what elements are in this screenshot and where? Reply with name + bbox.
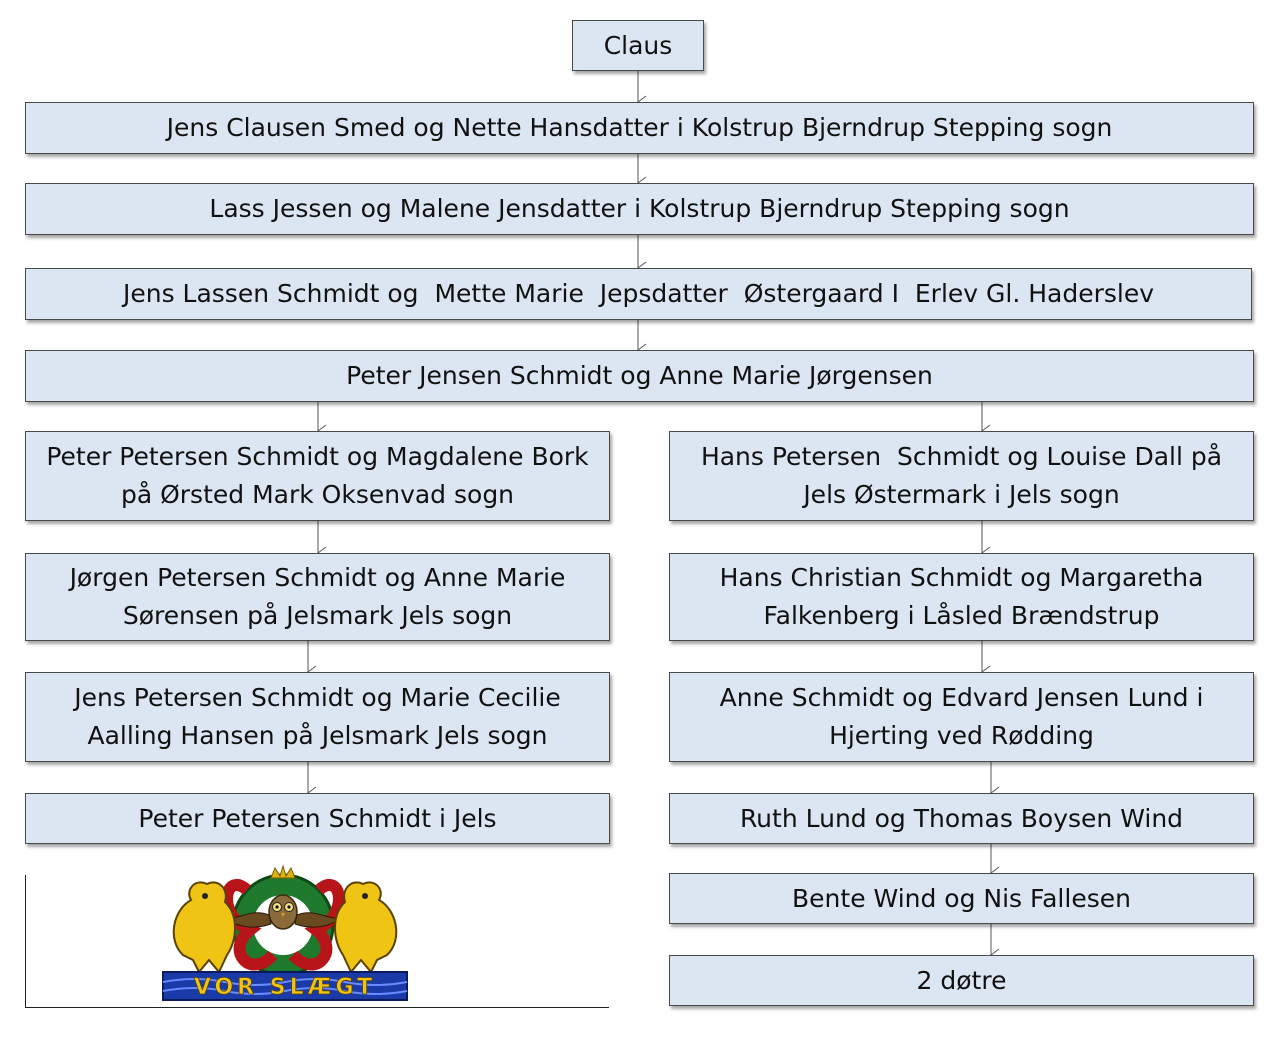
couple-label: Peter Petersen Schmidt og Magdalene Bork på Ørsted Mark Oksenvad sogn	[46, 442, 589, 509]
couple-label: 2 døtre	[916, 965, 1007, 995]
couple-label: Peter Jensen Schmidt og Anne Marie Jørgensen	[346, 361, 933, 390]
left-branch-box-1	[25, 431, 610, 521]
couple-label: Hans Christian Schmidt og Margaretha Falkenberg i Låsled Brændstrup	[719, 563, 1204, 630]
generation-box-4	[25, 350, 1254, 402]
right-branch-box-5	[669, 873, 1254, 924]
couple-label: Bente Wind og Nis Fallesen	[792, 883, 1131, 913]
left-branch-box-3	[25, 672, 610, 762]
couple-label: Jens Lassen Schmidt og Mette Marie Jepsdatter Østergaard I Erlev Gl. Haderslev	[122, 279, 1155, 308]
couple-label: Ruth Lund og Thomas Boysen Wind	[739, 803, 1184, 833]
couple-label: Jørgen Petersen Schmidt og Anne Marie Sørensen på Jelsmark Jels sogn	[69, 563, 566, 630]
person-box-claus	[572, 20, 704, 71]
right-branch-box-2	[669, 553, 1254, 641]
couple-label: Peter Petersen Schmidt i Jels	[138, 803, 497, 833]
couple-label: Jens Clausen Smed og Nette Hansdatter i Kolstrup Bjerndrup Stepping sogn	[166, 113, 1113, 142]
generation-box-1	[25, 102, 1254, 154]
right-branch-box-1	[669, 431, 1254, 521]
couple-label: Anne Schmidt og Edvard Jensen Lund i Hjerting ved Rødding	[719, 683, 1204, 750]
couple-label: Hans Petersen Schmidt og Louise Dall på Jels Østermark i Jels sogn	[700, 442, 1231, 509]
couple-label: Jens Petersen Schmidt og Marie Cecilie Aalling Hansen på Jelsmark Jels sogn	[74, 683, 561, 750]
person-label: Claus	[603, 30, 673, 60]
generation-box-2	[25, 183, 1254, 235]
logo-banner-text: VOR SLÆGT	[193, 975, 377, 1000]
right-branch-box-6	[669, 955, 1254, 1006]
left-branch-box-2	[25, 553, 610, 641]
right-branch-box-3	[669, 672, 1254, 762]
family-crest-logo	[155, 860, 415, 1005]
generation-box-3	[25, 268, 1252, 320]
left-branch-box-4	[25, 793, 610, 844]
right-branch-box-4	[669, 793, 1254, 844]
couple-label: Lass Jessen og Malene Jensdatter i Kolstrup Bjerndrup Stepping sogn	[209, 194, 1070, 223]
